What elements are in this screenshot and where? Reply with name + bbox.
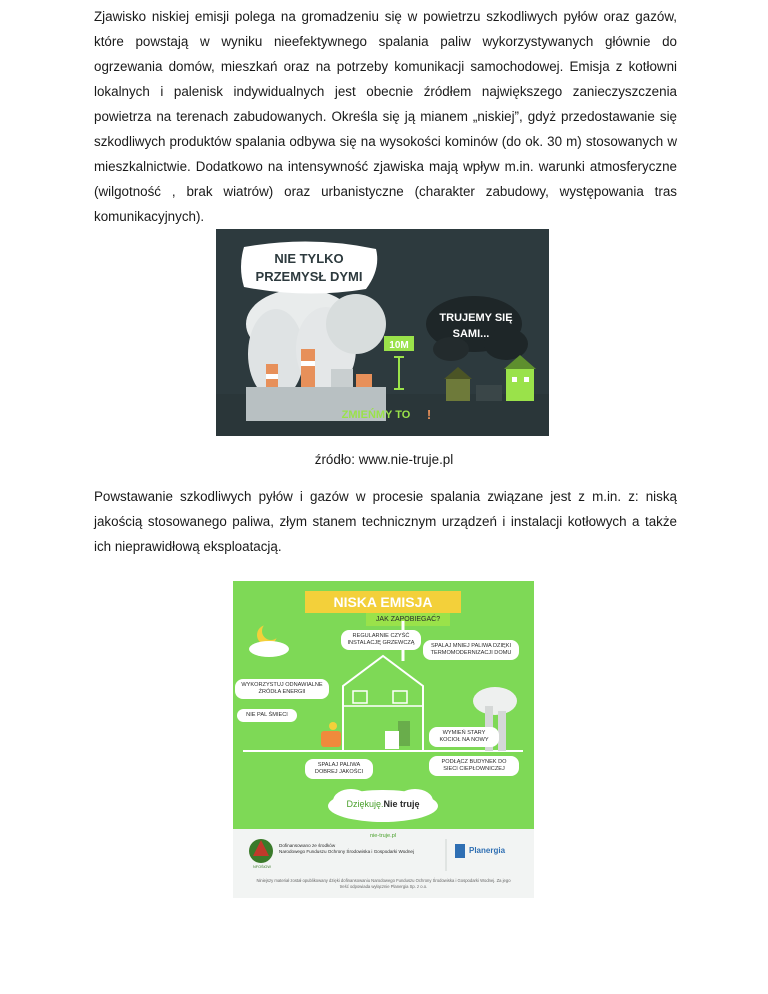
funding-line-2: Narodowego Funduszu Ochrony Środowiska i Gospodarki Wodnej xyxy=(279,849,414,854)
intro-paragraph: Zjawisko niskiej emisji polega na gromadzeniu się w powietrzu szkodliwych pyłów oraz gazów, które powstają w wyniku nieefektywnego spalania paliw wykorzystywanych głównie do ogrzewania domów, mieszkań oraz na potrzeby komunikacji samochodowej. Emisja z kotłowni lokalnych i palenisk indywidualnych jest obecnie źródłem największego zanieczyszczenia powietrza na terenach zabudowanych. Określa się ją mianem „niskiej”, gdyż przedostawanie się szkodliwych produktów spalania odbywa się na wysokości kominów (do ok. 30 m) stosowanych w mieszkalnictwie. Dodatkowo na intensywność zjawiska mają wpływ m.in. warunki atmosferyczne (wilgotność , brak wiatrów) oraz urbanistyczne (charakter zabudowy, występowania tras komunikacyjnych). xyxy=(94,9,677,224)
infographic-not-only-industry xyxy=(216,229,549,436)
headline-line-2: PRZEMYSŁ DYMI xyxy=(255,269,363,284)
height-label: 10M xyxy=(389,340,409,351)
infographic-low-emission xyxy=(233,581,534,898)
slogan xyxy=(333,799,433,810)
infographic-1-graphic xyxy=(216,229,549,436)
headline-line-1: NIE TYLKO xyxy=(274,251,344,266)
partner-logo: Planergia xyxy=(469,846,506,855)
subline-line-1: TRUJEMY SIĘ xyxy=(439,312,513,324)
footer-note: Niniejszy materiał został opublikowany dzięki dofinansowaniu Narodowego Funduszu Ochrony Środowiska i Gospodarki Wodnej. Za jego treść odpowiada wyłącznie Planergia Sp. z o.o. xyxy=(256,878,511,889)
funding-line-1: Dofinansowano ze środków xyxy=(279,843,336,848)
image-source-caption: źródło: www.nie-truje.pl xyxy=(314,452,454,467)
tip-renewable-energy: WYKORZYSTUJ ODNAWIALNE ŹRÓDŁA ENERGII xyxy=(235,679,329,699)
tip-district-heating: PODŁĄCZ BUDYNEK DO SIECI CIEPŁOWNICZEJ xyxy=(429,756,519,776)
cta-mark: ! xyxy=(426,407,432,422)
slogan-part-2: Nie truję xyxy=(383,799,420,809)
infographic-2-subtitle: JAK ZAPOBIEGAĆ? xyxy=(375,616,441,623)
infographic-2-title: NISKA EMISJA xyxy=(333,594,433,610)
tip-no-trash-burning: NIE PAL ŚMIECI xyxy=(237,709,297,722)
subline-line-2: SAMI... xyxy=(452,328,490,340)
tip-thermomodernization: SPALAJ MNIEJ PALIWA DZIĘKI TERMOMODERNIZACJI DOMU xyxy=(423,640,519,660)
causes-paragraph: Powstawanie szkodliwych pyłów i gazów w procesie spalania związane jest z m.in. z: niską jakością stosowanego paliwa, złym stanem technicznym urządzeń i instalacji kotłowych a także ich nieprawidłową eksploatacją. xyxy=(94,489,677,554)
slogan-part-1: Dziękuję. xyxy=(346,799,384,809)
nfos-logo-text: NFOŚiGW xyxy=(253,865,271,869)
infographic-2-website: nie-truje.pl xyxy=(369,833,397,839)
cta-text: ZMIEŃMY TO xyxy=(341,409,411,421)
tip-clean-heating: REGULARNIE CZYŚĆ INSTALACJĘ GRZEWCZĄ xyxy=(341,630,421,650)
tip-good-fuel: SPALAJ PALIWA DOBREJ JAKOŚCI xyxy=(305,759,373,779)
tip-replace-boiler: WYMIEŃ STARY KOCIOŁ NA NOWY xyxy=(429,727,499,747)
